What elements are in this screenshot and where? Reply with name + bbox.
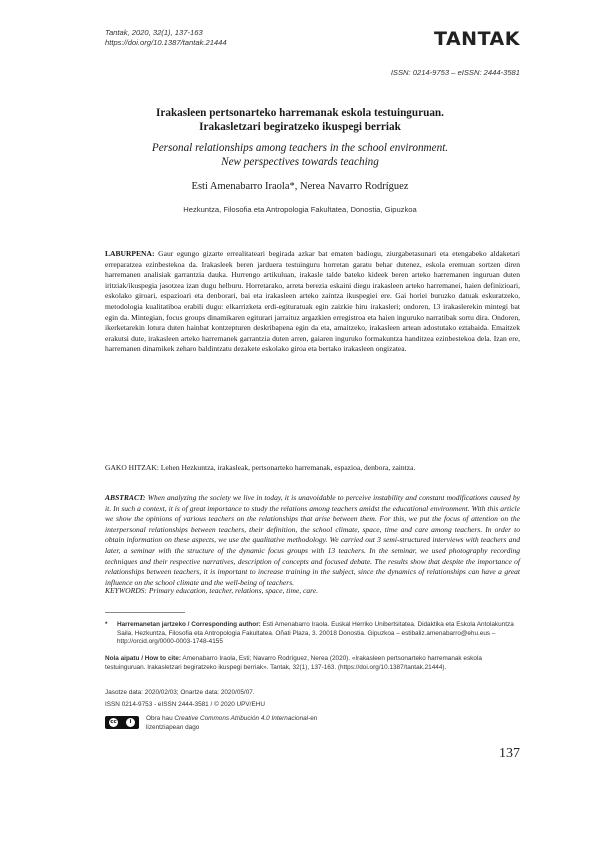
cc-by-icon: i [126, 718, 135, 727]
corresponding-author-label: Harremanetan jartzeko / Corresponding author: [117, 621, 261, 628]
author-affiliation: Hezkuntza, Filosofia eta Antropologia Fakultatea, Donostia, Gipuzkoa [183, 205, 417, 214]
how-to-cite-label: Nola aipatu / How to cite: [105, 655, 181, 662]
license-line1: Obra hau Creative Commons Atribución 4.0 Internacional-en [146, 715, 318, 722]
issn-copyright: ISSN 0214-9753 - eISSN 2444-3581 / © 2020 UPV/EHU [105, 701, 265, 708]
footnote-asterisk: * [105, 621, 108, 628]
title-english [80, 141, 520, 169]
journal-logo: TANTAK [433, 28, 520, 50]
author-list: Esti Amenabarro Iraola*, Nerea Navarro Rodríguez [191, 181, 409, 192]
title-basque-line2: Irakasletzari begiratzeko ikuspegi berriak [199, 121, 401, 133]
keywords-section [105, 586, 520, 597]
how-to-cite-text: Amenabarro Iraola, Esti; Navarro Rodríguez, Nerea (2020). «Irakasleen pertsonarteko harremanak eskola testuinguruan. Irakasletzari begiratzeko ikuspegi berriak». Tantak, 32(1), 137-163. (https://doi.org/10.1387/tantak.21444). [105, 655, 482, 671]
cc-icon: cc [110, 719, 117, 725]
gako-hitzak-section [105, 463, 520, 474]
how-to-cite-note [105, 655, 520, 672]
title-basque-line1: Irakasleen pertsonarteko harremanak eskola testuinguruan. [156, 107, 444, 119]
license-link[interactable]: Creative Commons Atribución 4.0 Internacional [174, 715, 309, 722]
license-statement [146, 715, 317, 732]
footnote-divider [105, 612, 185, 613]
license-line2: lizentziapean dago [146, 723, 200, 731]
gako-hitzak-label: GAKO HITZAK: [105, 463, 159, 472]
creative-commons-icon[interactable] [105, 716, 139, 729]
journal-reference: Tantak, 2020, 32(1), 137-163 [105, 28, 203, 37]
keywords-label: KEYWORDS: [105, 586, 147, 595]
laburpena-text: Gaur egungo gizarte errealitateari begirada azkar bat ematen badiogu, ziurgabetasunari eta etengabeko aldaketari erreparatzea ezinbestekoa da. Irakasleek beren jarduera testuinguru horretan garatu behar dutenez, eskola eremuan sortzen diren harremanen analisiak garrantzia dauka. Hurrengo artikuluan, irakasle talde bateko kideek beren arteko harremanen inguruan duten iritziak/ikuspegia jasotzea izan dugu helburu. Horretarako, arreta berezia eskaini diegu irakasleen arteko harremanei, haien definizioari, eskolako giroari, espazioari eta denborari, bai eta irakasleen arteko zaintza ikuspegiei ere. Gai horiei buruzko datuak eskuratzeko, metodologia kualitatiboa erabili dugu: elkarrizketa erdi-egituratuak egin zaizkie hiru irakasleri; ondoren, 13 irakaslerekin mintegi bat egin da. Mintegian, focus groups dinamikaren egiturari jarraituz argazkien erregistroa eta haien inguruko narratibak sortu dira. Ondoren, ikerketarekin lotura duten hainbat kontzepturen deskribapena egin da eta, amaitzeko, irakasleen artean adostutako eztabaida. Emaitzek erakutsi dute, irakasleen arteko harremanek garrantzia duten arren, gaiaren inguruko formakuntza handitzea ezinbestekoa dela. Izan ere, harremanen dinamikek zeharo baldintzatu dezakete eskolako giroa eta bertako irakasleen ongizatea. [105, 249, 521, 354]
journal-doi[interactable]: https://doi.org/10.1387/tantak.21444 [105, 38, 227, 47]
title-english-line2: New perspectives towards teaching [221, 156, 379, 168]
keywords-text: Primary education, teacher, relations, space, time, care. [148, 586, 319, 595]
laburpena-section [105, 249, 520, 355]
abstract-text: When analyzing the society we live in today, it is unavoidable to perceive instability and constant modifications caused by it. In such a context, it is of great importance to study the relations among teachers amidst the educational environment. With this article we show the opinions of various teachers on the relationships that arise between them. For this, we put the focus of attention on the interpersonal relationships between teachers, their definition, the school climate, space, time and care among teachers. In order to obtain information on these aspects, we use the qualitative methodology. We carried out 3 semi-structured interviews with teachers and later, a seminar with the structure of the dynamic focus groups with 13 teachers. In the seminar, we used photography recording techniques and their respective narratives, description of concepts and focused debate. The results show that despite the importance of relationships between teachers, it is important to increase training in the subject, since the dynamics of relationships can have a great influence on the school climate and the well-being of teachers. [105, 493, 521, 587]
corresponding-author-note [105, 621, 520, 647]
abstract-section [105, 493, 520, 588]
title-english-line1: Personal relationships among teachers in the school environment. [151, 142, 449, 154]
page-number: 137 [499, 746, 520, 761]
journal-issn: ISSN: 0214-9753 – eISSN: 2444-3581 [390, 68, 520, 77]
abstract-label: ABSTRACT: [105, 493, 146, 502]
corresponding-author-text: Esti Amenabarro Iraola. Euskal Herriko Unibertsitatea. Didaktika eta Eskola Antolakuntza Saila. Hezkuntza, Filosofia eta Antropologia Fakultatea. Oñati Plaza, 3. 20018 Donostia. Gipuzkoa – estibaliz.amenabarro@ehu.eus – http://orcid.org/0000-0003-1748-4155 [117, 621, 514, 646]
received-accepted-dates: Jasotze data: 2020/02/03; Onartze data: 2020/05/07. [105, 689, 255, 696]
journal-citation [105, 28, 227, 48]
title-basque [80, 106, 520, 134]
gako-hitzak-text: Lehen Hezkuntza, irakasleak, pertsonarteko harremanak, espazioa, denbora, zaintza. [160, 463, 416, 472]
laburpena-label: LABURPENA: [105, 249, 155, 258]
